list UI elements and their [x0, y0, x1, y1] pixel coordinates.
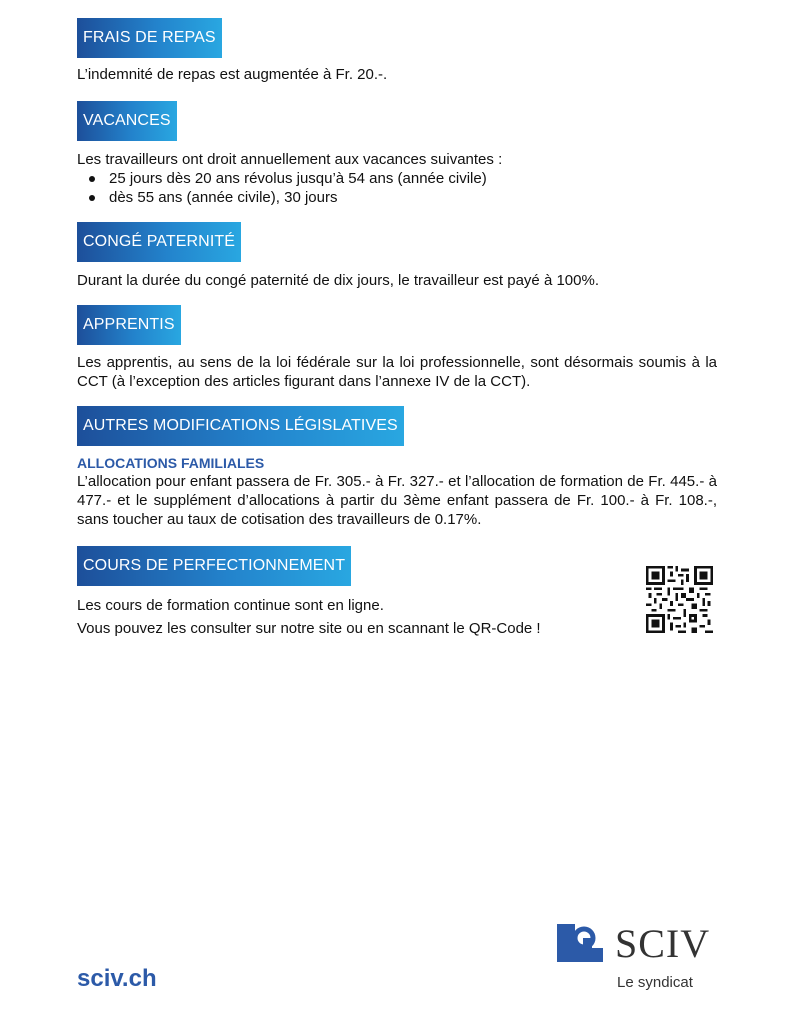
- list-item: 25 jours dès 20 ans révolus jusqu’à 54 ans (année civile): [109, 169, 717, 188]
- logo-tagline: Le syndicat: [617, 974, 693, 991]
- section-frais-de-repas: [77, 18, 717, 84]
- qr-code-icon[interactable]: [646, 566, 713, 633]
- sciv-logo-icon: [557, 924, 603, 962]
- section-apprentis: [77, 305, 717, 391]
- logo-name: SCIV: [615, 921, 711, 966]
- section-autres-modifications: [77, 406, 717, 529]
- vacances-list: [77, 169, 717, 207]
- heading-apprentis: APPRENTIS: [77, 305, 181, 345]
- heading-autres-modifications: AUTRES MODIFICATIONS LÉGISLATIVES: [77, 406, 404, 446]
- text-allocations-familiales: L’allocation pour enfant passera de Fr. 305.- à Fr. 327.- et l’allocation de formation de Fr. 445.- à 477.- et le supplément d’allocations à partir du 3ème enfant passera de Fr. 100.- à Fr. 108.-, sans toucher au taux de cotisation des travailleurs de 0.17%.: [77, 473, 717, 528]
- text-cours-line2: Vous pouvez les consulter sur notre site ou en scannant le QR-Code !: [77, 620, 541, 637]
- heading-vacances: VACANCES: [77, 101, 177, 141]
- section-cours: [77, 546, 637, 639]
- sciv-logo: [557, 921, 717, 994]
- heading-frais-de-repas: FRAIS DE REPAS: [77, 18, 222, 58]
- heading-conge-paternite: CONGÉ PATERNITÉ: [77, 222, 241, 262]
- list-item: dès 55 ans (année civile), 30 jours: [109, 188, 717, 207]
- footer-url[interactable]: sciv.ch: [77, 965, 157, 992]
- text-cours-line1: Les cours de formation continue sont en ligne.: [77, 597, 384, 614]
- text-vacances-intro: Les travailleurs ont droit annuellement aux vacances suivantes :: [77, 151, 503, 168]
- section-conge-paternite: [77, 222, 717, 290]
- text-apprentis: Les apprentis, au sens de la loi fédérale sur la loi professionnelle, sont désormais soumis à la CCT (à l’exception des articles figurant dans l’annexe IV de la CCT).: [77, 354, 717, 390]
- heading-cours: COURS DE PERFECTIONNEMENT: [77, 546, 351, 586]
- text-frais-de-repas: L’indemnité de repas est augmentée à Fr. 20.-.: [77, 66, 388, 83]
- section-vacances: [77, 101, 717, 207]
- text-conge-paternite: Durant la durée du congé paternité de dix jours, le travailleur est payé à 100%.: [77, 272, 599, 289]
- subheading-allocations-familiales: ALLOCATIONS FAMILIALES: [77, 455, 265, 471]
